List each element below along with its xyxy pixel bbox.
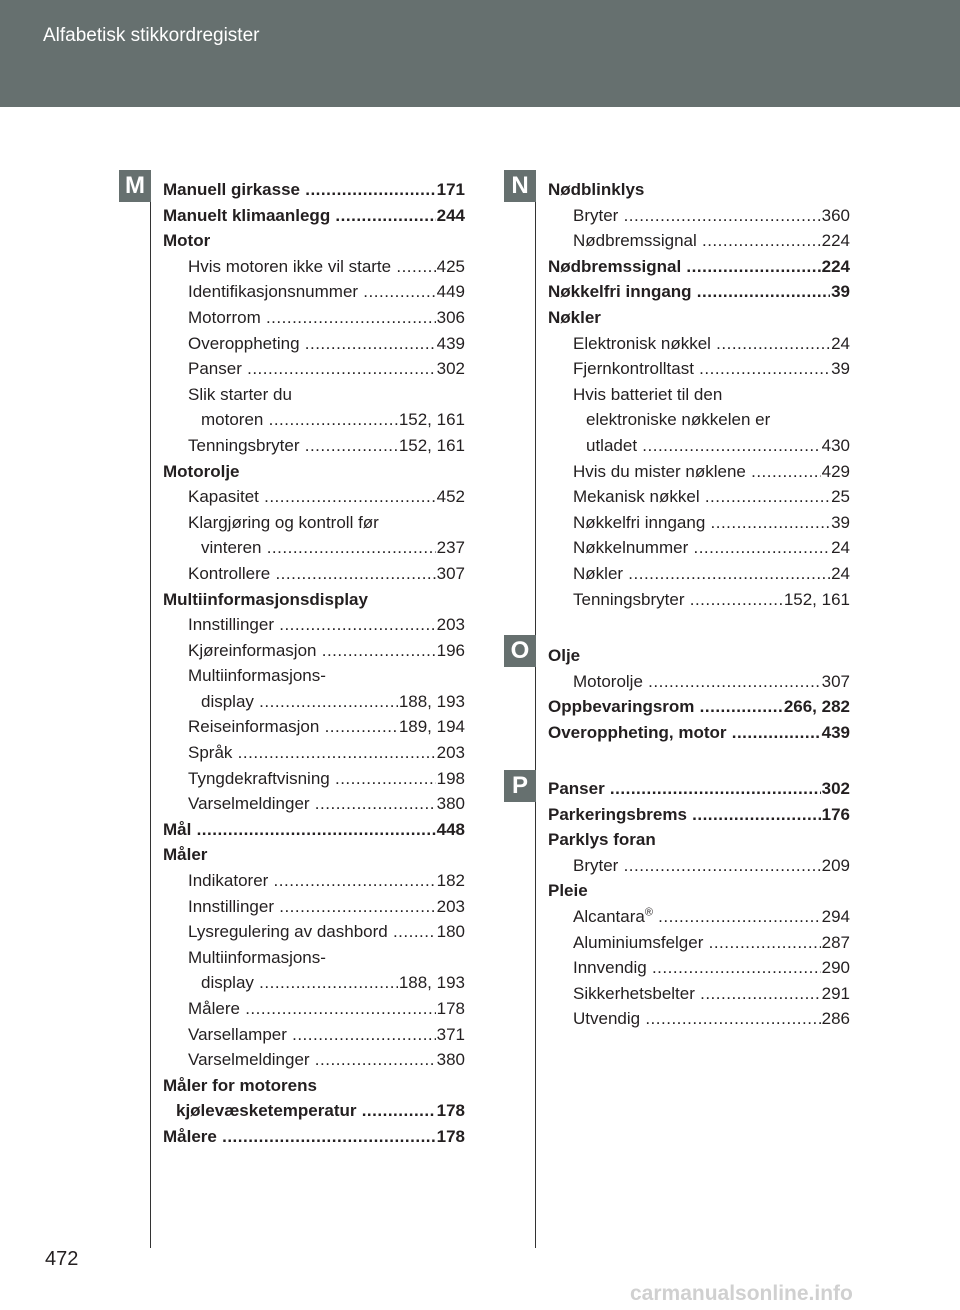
index-entry-page: 439 [436,331,465,357]
index-entry-label: vinteren ..... [201,535,465,561]
index-entry-page: 439 [821,720,850,746]
index-entry-label: Innstillinger ..... [188,894,465,920]
index-entry-label: Parkeringsbrems ..... [548,802,850,828]
index-entry-label: Multiinformasjons- [188,947,326,967]
index-entry [163,535,465,561]
index-entry-label: Pleie [548,881,588,901]
index-entry-page: 290 [821,955,850,981]
index-entry-label: Tyngdekraftvisning ..... [188,766,465,792]
index-entry-label: Reiseinformasjon ..... [188,714,465,740]
index-entry [163,561,465,587]
index-entry-page: 152, 161 [398,407,465,433]
index-entry [548,930,850,956]
index-entry [548,228,850,254]
index-column-p [548,776,850,1032]
index-entry [548,853,850,879]
index-entry-page: 39 [830,279,850,305]
index-entry-label: Motorrom ..... [188,305,465,331]
index-entry-page: 180 [436,919,465,945]
index-entry-page: 196 [436,638,465,664]
index-entry-page: 360 [821,203,850,229]
index-entry [548,459,850,485]
index-entry [163,612,465,638]
index-entry-page: 244 [436,203,465,229]
index-entry-label: Måler for motorens [163,1075,317,1095]
index-entry-page: 188, 193 [398,689,465,715]
index-entry-page: 182 [436,868,465,894]
index-entry-label: Kjøreinformasjon ..... [188,638,465,664]
index-entry-label: Panser ..... [548,776,850,802]
index-entry [163,663,465,689]
index-entry-label: Panser ..... [188,356,465,382]
index-entry [163,356,465,382]
page-header [0,0,960,107]
section-letter-p: P [504,770,536,802]
index-entry [163,1124,465,1150]
index-entry-label: Overoppheting ..... [188,331,465,357]
index-entry-label: Innvendig ..... [573,955,850,981]
index-entry-label: Sikkerhetsbelter ..... [573,981,850,1007]
index-entry-label: Tenningsbryter ..... [573,587,850,613]
index-entry [163,484,465,510]
index-entry [163,407,465,433]
section-letter-n: N [504,170,536,202]
index-entry [548,331,850,357]
index-column-m [163,177,465,1150]
index-entry [163,638,465,664]
index-entry [163,1047,465,1073]
index-entry [548,904,850,930]
index-entry-label: Nøkler [548,307,601,327]
index-entry-label: Slik starter du [188,384,292,404]
header-title: Alfabetisk stikkordregister [43,25,260,46]
index-entry [163,305,465,331]
index-entry-page: 188, 193 [398,970,465,996]
index-entry-page: 176 [821,802,850,828]
index-entry-label: Tenningsbryter ..... [188,433,465,459]
index-entry-page: 24 [830,561,850,587]
index-entry-label: Lysregulering av dashbord ..... [188,919,465,945]
index-entry [163,868,465,894]
index-entry [548,776,850,802]
index-entry [163,791,465,817]
index-entry-page: 171 [436,177,465,203]
index-entry [548,279,850,305]
index-entry-label: Manuelt klimaanlegg ..... [163,203,465,229]
index-entry [548,827,850,853]
index-entry-label: Mål ..... [163,817,465,843]
index-entry-page: 203 [436,612,465,638]
index-entry-label: Nøkler ..... [573,561,850,587]
index-entry-page: 178 [436,996,465,1022]
index-entry [548,955,850,981]
index-entry-page: 152, 161 [398,433,465,459]
index-entry [548,356,850,382]
index-entry [163,1098,465,1124]
index-entry [163,1022,465,1048]
index-entry-page: 307 [821,669,850,695]
index-entry-page: 449 [436,279,465,305]
index-entry [163,279,465,305]
index-entry-page: 178 [436,1124,465,1150]
index-entry [548,669,850,695]
index-entry-page: 178 [436,1098,465,1124]
index-entry-page: 237 [436,535,465,561]
index-entry-label: Nøkkelnummer ..... [573,535,850,561]
index-entry-label: Overoppheting, motor ..... [548,720,850,746]
index-entry [163,996,465,1022]
index-entry-label: Hvis motoren ikke vil starte ..... [188,254,465,280]
index-entry [548,878,850,904]
index-entry [548,1006,850,1032]
index-entry-label: display ..... [201,970,465,996]
index-entry-label: Multiinformasjonsdisplay [163,589,368,609]
index-entry [548,694,850,720]
index-entry-page: 203 [436,894,465,920]
index-entry-page: 425 [436,254,465,280]
index-entry-page: 24 [830,331,850,357]
index-entry-label: Nødblinklys [548,180,645,199]
index-entry-page: 203 [436,740,465,766]
index-entry [163,919,465,945]
index-entry [163,587,465,613]
index-entry-page: 224 [821,254,850,280]
index-entry-label: Innstillinger ..... [188,612,465,638]
index-entry [548,254,850,280]
index-entry-page: 287 [821,930,850,956]
index-entry-page: 198 [436,766,465,792]
index-entry-label: Indikatorer ..... [188,868,465,894]
index-entry [548,407,850,433]
index-entry [163,331,465,357]
index-entry [163,817,465,843]
index-entry [548,203,850,229]
index-entry-label: Kontrollere ..... [188,561,465,587]
index-entry-page: 152, 161 [783,587,850,613]
index-entry-label: Hvis du mister nøklene ..... [573,459,850,485]
index-entry [163,714,465,740]
index-entry-label: Mekanisk nøkkel ..... [573,484,850,510]
index-entry [548,643,850,669]
watermark: carmanualsonline.info [630,1282,853,1305]
index-entry-label: Alcantara® ..... [573,904,850,930]
index-entry-label: Utvendig ..... [573,1006,850,1032]
index-entry-page: 39 [830,356,850,382]
index-entry [163,382,465,408]
index-entry-label: Bryter ..... [573,853,850,879]
index-entry-page: 380 [436,1047,465,1073]
index-entry-label: Oppbevaringsrom ..... [548,694,850,720]
index-entry-page: 266, 282 [783,694,850,720]
index-entry-label: Parklys foran [548,830,656,850]
index-entry-label: Motor [163,231,211,251]
index-column-o [548,643,850,745]
index-entry-label: Elektronisk nøkkel ..... [573,331,850,357]
index-entry-label: Kapasitet ..... [188,484,465,510]
index-entry [163,459,465,485]
index-entry-page: 371 [436,1022,465,1048]
index-entry-page: 286 [821,1006,850,1032]
index-entry [163,228,465,254]
index-entry-label: display ..... [201,689,465,715]
index-entry [548,510,850,536]
index-entry-page: 307 [436,561,465,587]
index-entry-page: 25 [830,484,850,510]
index-entry-page: 302 [821,776,850,802]
index-entry-label: Identifikasjonsnummer ..... [188,279,465,305]
index-entry-label: Varselmeldinger ..... [188,1047,465,1073]
index-column-n [548,177,850,612]
index-entry [548,535,850,561]
index-entry [163,203,465,229]
index-entry-label: Olje [548,646,581,665]
index-entry-label: Målere ..... [188,996,465,1022]
index-entry-label: Aluminiumsfelger ..... [573,930,850,956]
index-entry-label: Nøkkelfri inngang ..... [548,279,850,305]
index-entry [548,433,850,459]
index-entry [163,177,465,203]
index-entry [163,510,465,536]
index-entry-label: Varsellamper ..... [188,1022,465,1048]
index-entry-label: Hvis batteriet til den [573,384,723,404]
index-entry-label: Motorolje ..... [573,669,850,695]
index-entry [163,433,465,459]
index-entry-label: Måler [163,845,208,865]
index-entry-page: 189, 194 [398,714,465,740]
index-entry-label: motoren ..... [201,407,465,433]
index-entry-page: 39 [830,510,850,536]
index-entry [548,587,850,613]
index-entry-label: Multiinformasjons- [188,666,326,686]
index-entry-label: Målere ..... [163,1124,465,1150]
index-entry-page: 291 [821,981,850,1007]
index-entry [163,842,465,868]
index-entry-label: Nøkkelfri inngang ..... [573,510,850,536]
index-entry-page: 302 [436,356,465,382]
index-entry-page: 380 [436,791,465,817]
index-entry [548,802,850,828]
index-entry [163,894,465,920]
index-entry-label: Nødbremssignal ..... [548,254,850,280]
index-entry-label: Språk ..... [188,740,465,766]
index-entry [163,1073,465,1099]
index-entry-label: elektroniske nøkkelen er [586,410,771,430]
index-entry [548,981,850,1007]
index-entry-label: Manuell girkasse ..... [163,177,465,203]
index-entry [163,766,465,792]
index-entry [548,305,850,331]
index-entry [163,945,465,971]
index-entry [548,382,850,408]
index-entry-label: Klargjøring og kontroll før [188,512,379,532]
index-entry [163,689,465,715]
index-entry [548,177,850,203]
index-entry-label: Varselmeldinger ..... [188,791,465,817]
section-letter-m: M [119,170,151,202]
index-entry [548,484,850,510]
index-entry [163,970,465,996]
index-entry-label: utladet ..... [586,433,850,459]
index-entry [163,740,465,766]
index-entry-page: 24 [830,535,850,561]
index-entry-page: 448 [436,817,465,843]
index-entry [163,254,465,280]
index-entry-page: 452 [436,484,465,510]
index-entry-page: 294 [821,904,850,930]
section-letter-o: O [504,635,536,667]
index-entry-label: Motorolje [163,461,240,481]
index-entry [548,561,850,587]
column-divider-left [150,170,151,1248]
index-entry-label: kjølevæsketemperatur ..... [176,1098,465,1124]
index-entry [548,720,850,746]
index-entry-label: Nødbremssignal ..... [573,228,850,254]
index-entry-page: 430 [821,433,850,459]
index-entry-page: 224 [821,228,850,254]
index-entry-label: Bryter ..... [573,203,850,229]
column-divider-right [535,170,536,1248]
index-entry-page: 429 [821,459,850,485]
page-number: 472 [45,1248,79,1270]
index-entry-page: 209 [821,853,850,879]
index-entry-page: 306 [436,305,465,331]
index-entry-label: Fjernkontrolltast ..... [573,356,850,382]
